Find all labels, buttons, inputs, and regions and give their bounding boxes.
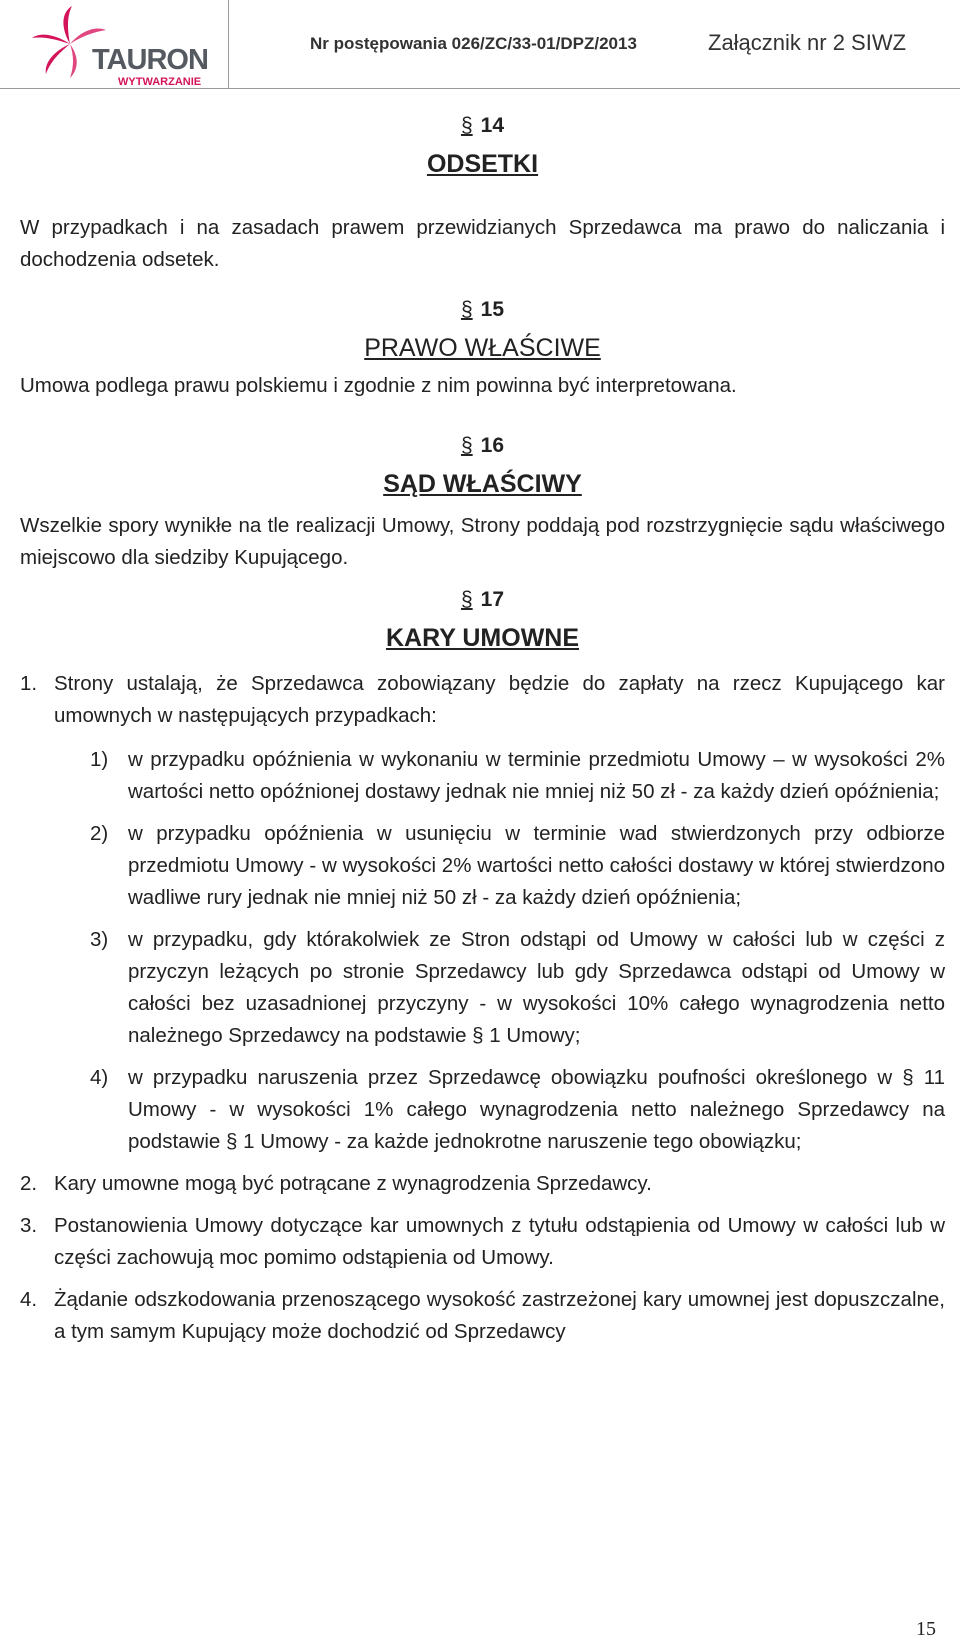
page-header <box>0 0 960 90</box>
section-14-heading <box>20 110 945 142</box>
logo-brand: TAURON <box>92 44 208 76</box>
section-sign: § <box>460 434 473 457</box>
sub-list-item <box>90 744 945 808</box>
sub-item-number: 4) <box>90 1066 109 1089</box>
sub-item-number: 2) <box>90 822 109 845</box>
section-number: 14 <box>480 114 505 137</box>
section-sign: § <box>460 588 473 611</box>
section-sign: § <box>460 298 473 321</box>
list-item-text: Kary umowne mogą być potrącane z wynagrodzenia Sprzedawcy. <box>54 1172 652 1195</box>
document-body <box>20 110 945 1348</box>
section-15-heading <box>20 294 945 326</box>
sub-list-item <box>90 924 945 1052</box>
attachment-label: Załącznik nr 2 SIWZ <box>708 30 907 55</box>
section-number: 16 <box>480 434 505 457</box>
list-item <box>20 1284 945 1348</box>
list-item-text: Żądanie odszkodowania przenoszącego wysokość zastrzeżonej kary umownej jest dopuszczalne, a tym samym Kupujący może dochodzić od Sprzedawcy <box>54 1288 945 1343</box>
list-item-number: 1. <box>20 672 38 695</box>
section-16-body: Wszelkie spory wynikłe na tle realizacji Umowy, Strony poddają pod rozstrzygnięcie sądu właściwego miejscowo dla siedziby Kupującego. <box>20 514 945 569</box>
header-separator <box>228 0 229 88</box>
section-14-body: W przypadkach i na zasadach prawem przewidzianych Sprzedawca ma prawo do naliczania i dochodzenia odsetek. <box>20 216 945 271</box>
list-item <box>20 1210 945 1274</box>
list-item-text: Strony ustalają, że Sprzedawca zobowiązany będzie do zapłaty na rzecz Kupującego kar umownych w następujących przypadkach: <box>54 672 945 727</box>
sub-item-text: w przypadku opóźnienia w usunięciu w terminie wad stwierdzonych przy odbiorze przedmiotu Umowy - w wysokości 2% wartości netto całości dostawy w której stwierdzono wadliwe rury jednak nie mniej niż 50 zł - za każdy dzień opóźnienia; <box>128 822 945 909</box>
sub-list-item <box>90 1062 945 1158</box>
header-divider <box>0 88 960 89</box>
sub-list-item <box>90 818 945 914</box>
section-16-heading <box>20 430 945 462</box>
list-item <box>20 668 945 732</box>
section-15-body: Umowa podlega prawu polskiemu i zgodnie z nim powinna być interpretowana. <box>20 374 737 397</box>
list-item-number: 4. <box>20 1288 38 1311</box>
list-item-text: Postanowienia Umowy dotyczące kar umownych z tytułu odstąpienia od Umowy w całości lub w części zachowują moc pomimo odstąpienia od Umowy. <box>54 1214 945 1269</box>
page-number: 15 <box>916 1618 936 1640</box>
sub-item-number: 3) <box>90 928 109 951</box>
section-15-title: PRAWO WŁAŚCIWE <box>364 334 601 362</box>
procedure-number: Nr postępowania 026/ZC/33-01/DPZ/2013 <box>310 34 637 53</box>
tauron-logo <box>30 4 215 86</box>
sub-item-text: w przypadku naruszenia przez Sprzedawcę obowiązku poufności określonego w § 11 Umowy - w wysokości 1% całego wynagrodzenia netto należnego Sprzedawcy na podstawie § 1 Umowy - za każde jednokrotne naruszenie tego obowiązku; <box>128 1066 945 1153</box>
section-14-title: ODSETKI <box>426 150 539 178</box>
section-17-title: KARY UMOWNE <box>385 624 580 652</box>
list-item-number: 2. <box>20 1172 38 1195</box>
section-number: 17 <box>480 588 505 611</box>
list-item-number: 3. <box>20 1214 38 1237</box>
sub-item-text: w przypadku, gdy którakolwiek ze Stron odstąpi od Umowy w całości lub w części z przyczyn leżących po stronie Sprzedawcy lub gdy Sprzedawca odstąpi od Umowy w całości bez uzasadnionej przyczyny - w wysokości 10% całego wynagrodzenia netto należnego Sprzedawcy na podstawie § 1 Umowy; <box>128 928 945 1047</box>
section-16-title: SĄD WŁAŚCIWY <box>383 470 582 498</box>
section-sign: § <box>460 114 473 137</box>
logo-subtitle: WYTWARZANIE <box>118 76 202 88</box>
list-item <box>20 1168 945 1200</box>
sub-item-number: 1) <box>90 748 109 771</box>
section-17-heading <box>20 584 945 616</box>
section-number: 15 <box>480 298 505 321</box>
sub-item-text: w przypadku opóźnienia w wykonaniu w terminie przedmiotu Umowy – w wysokości 2% wartości netto opóźnionej dostawy jednak nie mniej niż 50 zł - za każdy dzień opóźnienia; <box>128 748 945 803</box>
